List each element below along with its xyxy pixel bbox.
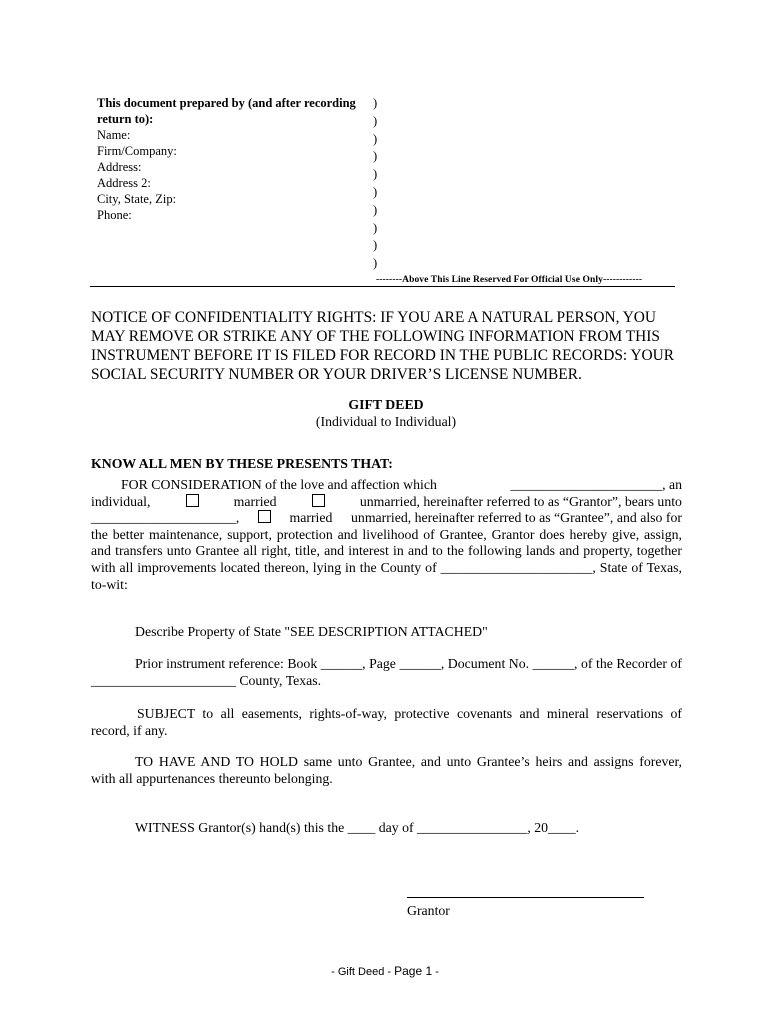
document-title: GIFT DEED <box>348 397 424 412</box>
habendum-line-1: TO HAVE AND TO HOLD same unto Grantee, and unto Grantee’s heirs and assigns forever, <box>135 754 682 769</box>
prior-instrument-paragraph <box>91 656 682 689</box>
know-all-heading: KNOW ALL MEN BY THESE PRESENTS THAT: <box>91 456 393 471</box>
grantor-unmarried-checkbox[interactable] <box>312 494 325 507</box>
preparer-phone-label: Phone: <box>97 208 132 222</box>
grantee-unmarried-text: unmarried, hereinafter referred to as “Grantee”, and also for <box>351 510 682 526</box>
paren: ) <box>373 256 378 271</box>
paren: ) <box>373 167 378 182</box>
preparer-address2-label: Address 2: <box>97 176 151 190</box>
habendum-line-2: with all appurtenances thereunto belonging. <box>91 770 333 786</box>
prior-instrument-line-2: _____________________ County, Texas. <box>91 672 322 688</box>
paren: ) <box>373 238 378 253</box>
grantor-married-checkbox[interactable] <box>186 494 199 507</box>
preparer-heading-2: return to): <box>97 112 154 126</box>
preparer-address-label: Address: <box>97 160 142 174</box>
preparer-block <box>97 95 356 223</box>
consideration-line-4: the better maintenance, support, protection and livelihood of Grantee, Grantor does hereby give, assign, <box>91 526 682 542</box>
reserved-notice: --------Above This Line Reserved For Official Use Only------------ <box>376 275 643 285</box>
grantee-married-checkbox[interactable] <box>258 510 271 523</box>
footer-doc-name: - Gift Deed - <box>331 966 395 978</box>
document-subtitle: (Individual to Individual) <box>315 414 457 429</box>
preparer-heading-1: This document prepared by (and after recording <box>97 96 356 110</box>
reserved-divider <box>90 286 675 287</box>
paren: ) <box>373 202 378 217</box>
page-footer <box>0 964 770 978</box>
consideration-line-3 <box>91 510 682 527</box>
confidentiality-notice: NOTICE OF CONFIDENTIALITY RIGHTS: IF YOU ARE A NATURAL PERSON, YOU MAY REMOVE OR STRIKE ANY OF THE FOLLOWING INFORMATION FROM THIS INSTRUMENT BEFORE IT IS FILED FOR RECORD IN THE PUBLIC RECORDS: YOUR SOCIAL SECURITY NUMBER OR YOUR DRIVER’S LICENSE NUMBER. <box>91 309 675 383</box>
grantee-name-blank[interactable]: _____________________, <box>91 510 240 526</box>
consideration-line-5: and transfers unto Grantee all right, title, and interest in and to the following lands and property, together <box>91 543 682 559</box>
paren: ) <box>373 220 378 235</box>
property-description: Describe Property of State "SEE DESCRIPTION ATTACHED" <box>135 624 488 639</box>
footer-end: - <box>432 966 439 978</box>
paren: ) <box>373 184 378 199</box>
grantee-married-label: married <box>289 510 333 526</box>
consideration-intro: FOR CONSIDERATION of the love and affection which <box>121 477 437 492</box>
consideration-paragraph <box>91 477 682 593</box>
witness-line: WITNESS Grantor(s) hand(s) this the ____ day of ________________, 20____. <box>135 820 580 835</box>
paren: ) <box>373 149 378 164</box>
footer-page-number: Page 1 <box>394 964 433 978</box>
preparer-firm-label: Firm/Company: <box>97 144 177 158</box>
subject-line-2: record, if any. <box>91 722 168 738</box>
grantor-signature-line[interactable] <box>407 897 644 898</box>
grantor-married-label: married <box>233 493 277 509</box>
prior-instrument-line-1: Prior instrument reference: Book ______, Page ______, Document No. ______, of the Recorder of <box>135 656 682 671</box>
consideration-line-2 <box>91 494 682 511</box>
preparer-city-label: City, State, Zip: <box>97 192 177 206</box>
grantor-name-blank[interactable]: ______________________, an <box>510 477 682 492</box>
habendum-paragraph <box>91 754 682 787</box>
paren: ) <box>373 96 378 110</box>
preparer-name-label: Name: <box>97 128 131 142</box>
grantor-signature-label: Grantor <box>407 903 450 918</box>
grantor-unmarried-text: unmarried, hereinafter referred to as “Grantor”, bears unto <box>359 493 682 509</box>
paren: ) <box>373 131 378 146</box>
paren-column <box>373 95 377 273</box>
subject-line-1: SUBJECT to all easements, rights-of-way, protective covenants and mineral reservations of <box>137 706 682 721</box>
individual-text: individual, <box>91 493 151 509</box>
consideration-line-6: with all improvements located thereon, lying in the County of ______________________, State of Texas, <box>91 559 682 575</box>
consideration-line-1 <box>91 477 682 494</box>
subject-paragraph <box>91 706 682 739</box>
paren: ) <box>373 113 378 128</box>
consideration-line-7: to-wit: <box>91 576 128 592</box>
